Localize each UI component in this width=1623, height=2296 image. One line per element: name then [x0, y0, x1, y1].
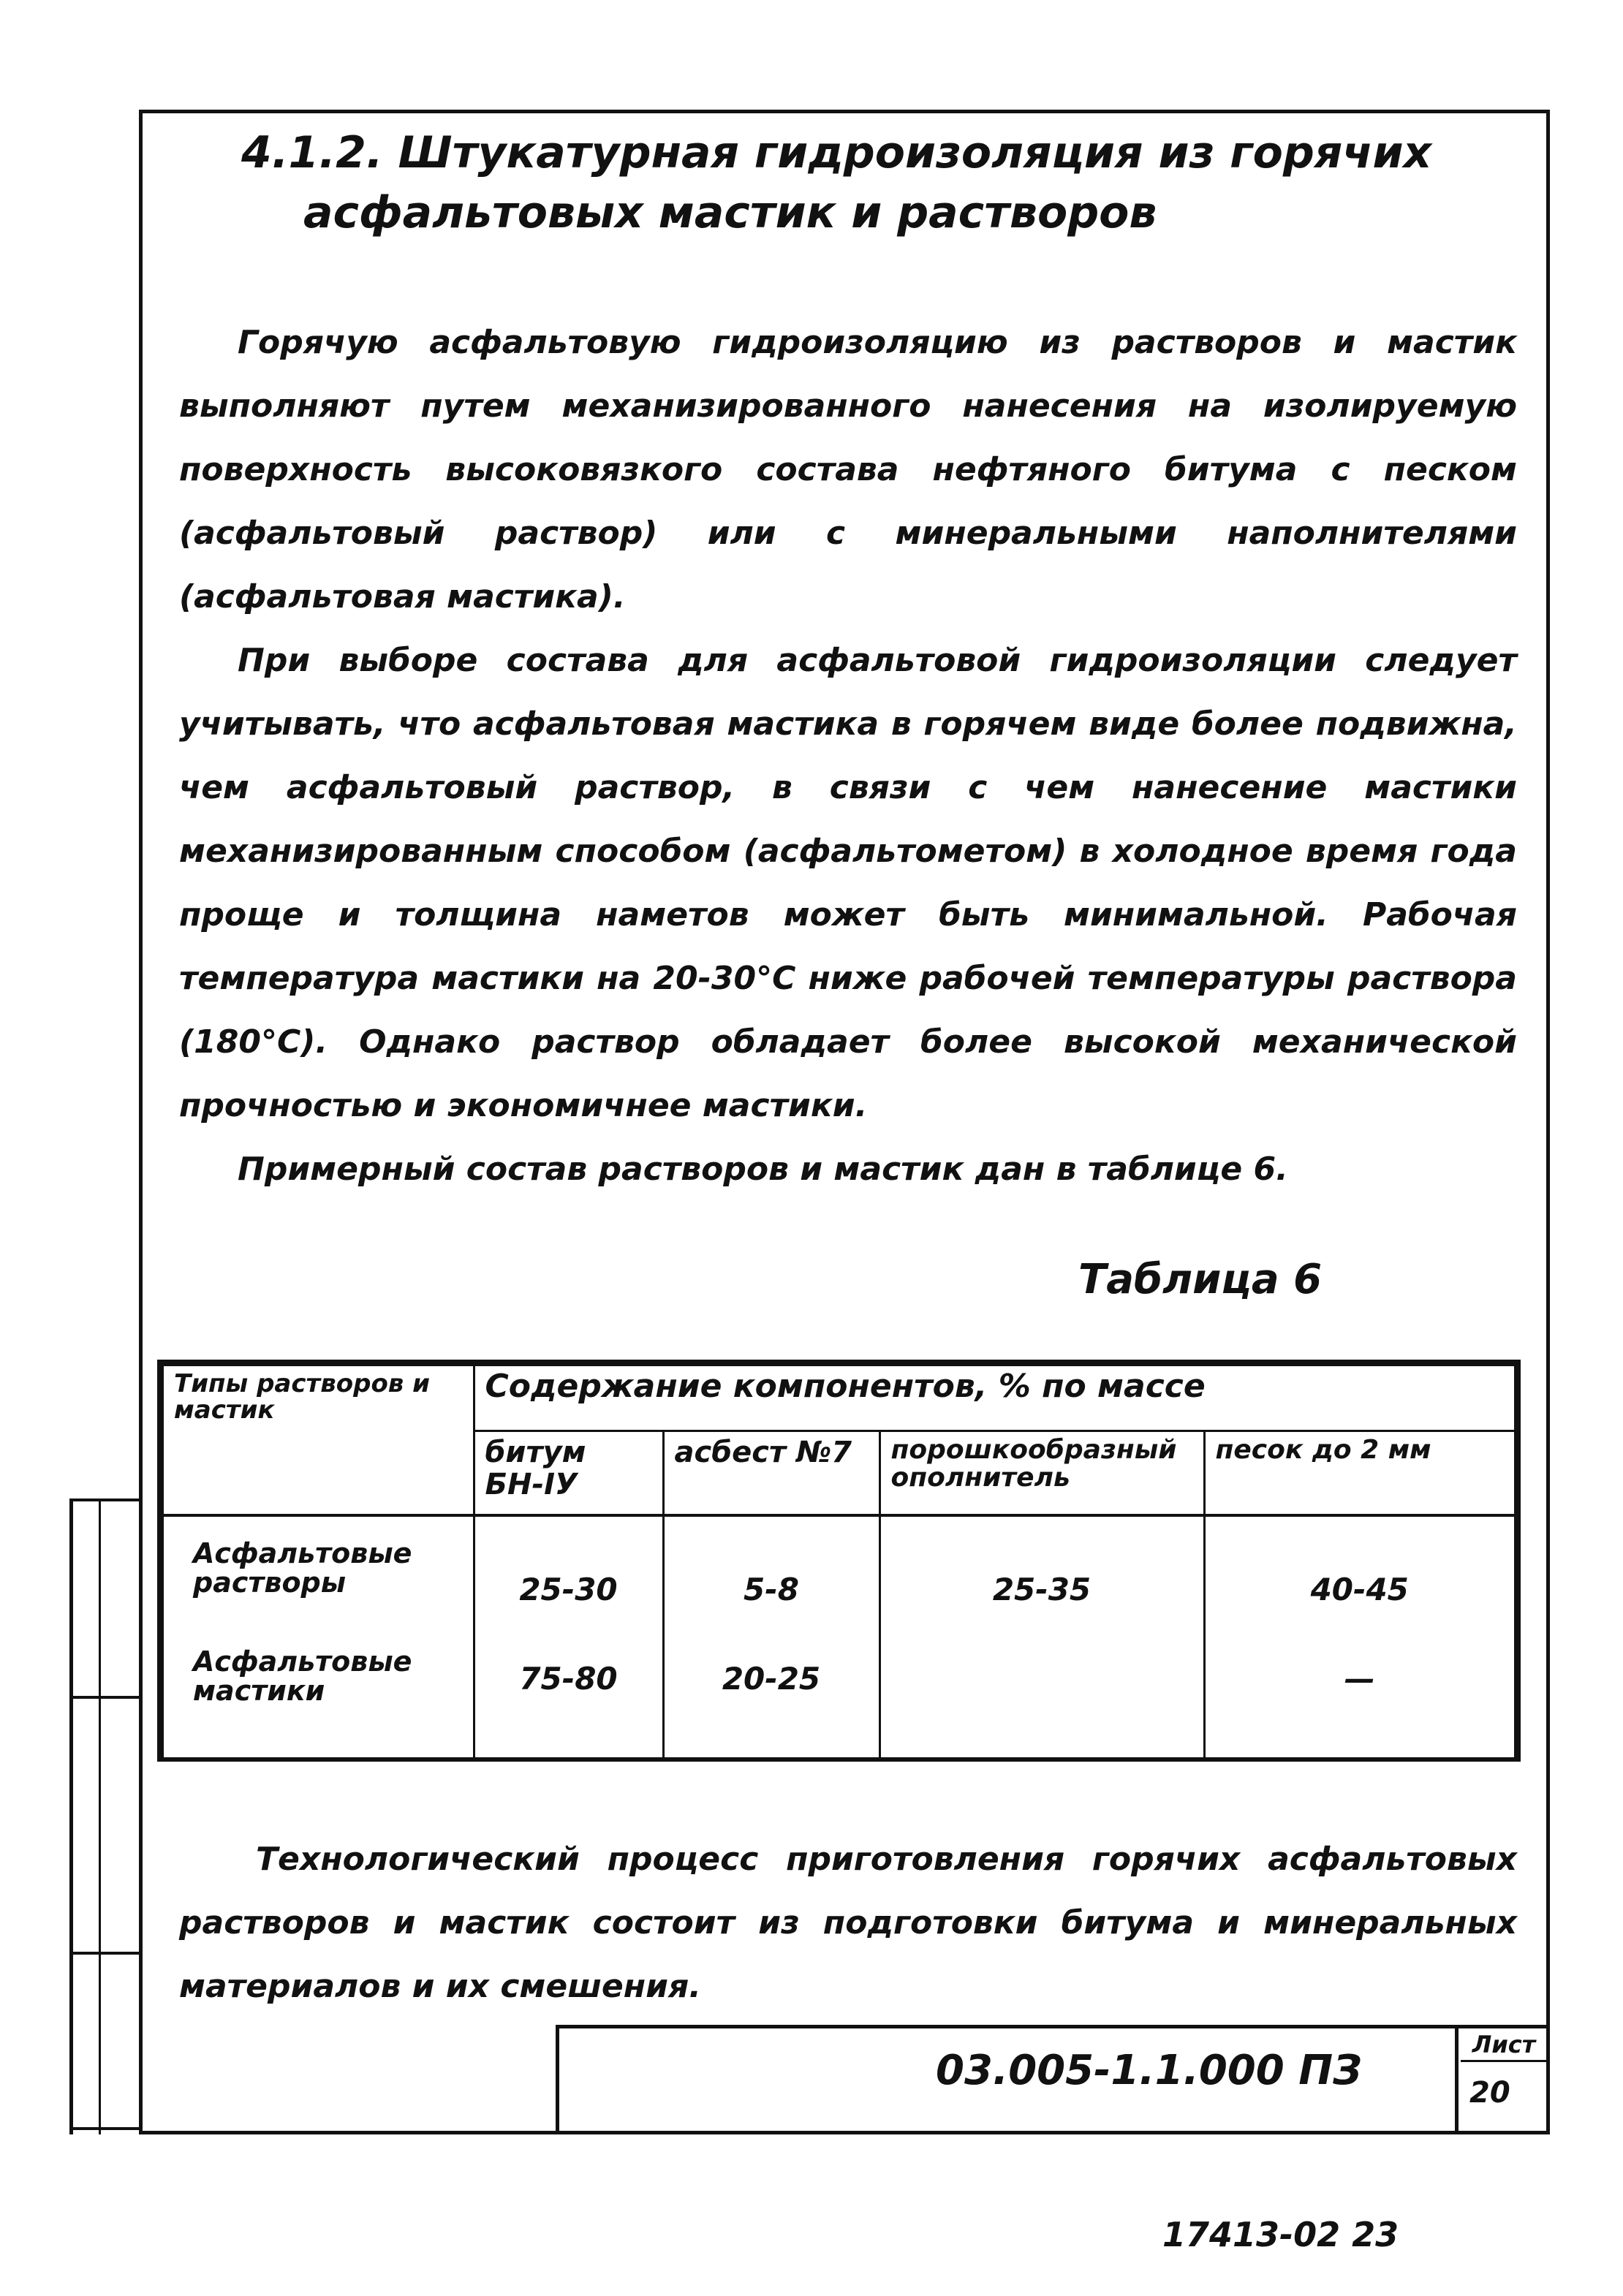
- subheader-sand: песок до 2 мм: [1204, 1431, 1516, 1515]
- body-text: [179, 311, 1517, 1201]
- sheet-number: 20: [1469, 2076, 1510, 2110]
- cell-1-1: 25-30: [474, 1515, 663, 1640]
- sheet-label: Лист: [1461, 2031, 1547, 2062]
- side-stamp-strip: [69, 1499, 139, 2134]
- header-type: Типы растворов и мастик: [163, 1365, 474, 1515]
- archive-mark: 17413-02 23: [1162, 2215, 1399, 2254]
- row-name-1: Асфальтовые растворы: [163, 1515, 474, 1640]
- paragraph-3: Примерный состав растворов и мастик дан в таблице 6.: [238, 1151, 1288, 1188]
- side-strip-divider: [99, 1499, 101, 2134]
- subheader-bitum: битум БН-IУ: [474, 1431, 663, 1515]
- side-strip-cell: [73, 1952, 143, 1955]
- section-heading: [241, 123, 1484, 243]
- side-strip-cell: [73, 1499, 143, 1501]
- table-caption: Таблица 6: [1078, 1256, 1323, 1303]
- heading-line-2: асфальтовых мастик и растворов: [303, 187, 1157, 238]
- header-group: Содержание компонентов, % по массе: [474, 1365, 1516, 1431]
- cell-2-3: [879, 1640, 1204, 1758]
- closing-paragraph: Технологический процесс приготовления горячих асфальтовых растворов и мастик состоит из подготовки битума и минеральных материалов и их смешения.: [179, 1841, 1517, 2005]
- paragraph-2: При выборе состава для асфальтовой гидроизоляции следует учитывать, что асфальтовая мастика в горячем виде более подвижна, чем асфальтовый раствор, в связи с чем нанесение мастики механизированным способом (асфальтометом) в холодное время года проще и толщина наметов может быть минимальной. Рабочая температура мастики на 20-30°С ниже рабочей температуры раствора (180°С). Однако раствор обладает более высокой механической прочностью и экономичнее мастики.: [179, 642, 1517, 1124]
- closing-text: [179, 1827, 1517, 2018]
- row-name-2: Асфальтовые мастики: [163, 1640, 474, 1758]
- side-strip-cell: [73, 2127, 143, 2130]
- cell-1-2: 5-8: [663, 1515, 879, 1640]
- heading-line-1: 4.1.2. Штукатурная гидроизоляция из горячих: [241, 127, 1432, 178]
- composition-table: [157, 1360, 1521, 1762]
- paragraph-1: Горячую асфальтовую гидроизоляцию из растворов и мастик выполняют путем механизированного нанесения на изолируемую поверхность высоковязкого состава нефтяного битума с песком (асфальтовый раствор) или с минеральными наполнителями (асфальтовая мастика).: [179, 324, 1517, 615]
- cell-1-4: 40-45: [1204, 1515, 1516, 1640]
- cell-2-1: 75-80: [474, 1640, 663, 1758]
- cell-2-4: —: [1204, 1640, 1516, 1758]
- subheader-filler: порошкообразный ополнитель: [879, 1431, 1204, 1515]
- document-number: 03.005-1.1.000 ПЗ: [936, 2047, 1362, 2094]
- cell-2-2: 20-25: [663, 1640, 879, 1758]
- side-strip-cell: [73, 1696, 143, 1699]
- cell-1-3: 25-35: [879, 1515, 1204, 1640]
- subheader-asbest: асбест №7: [663, 1431, 879, 1515]
